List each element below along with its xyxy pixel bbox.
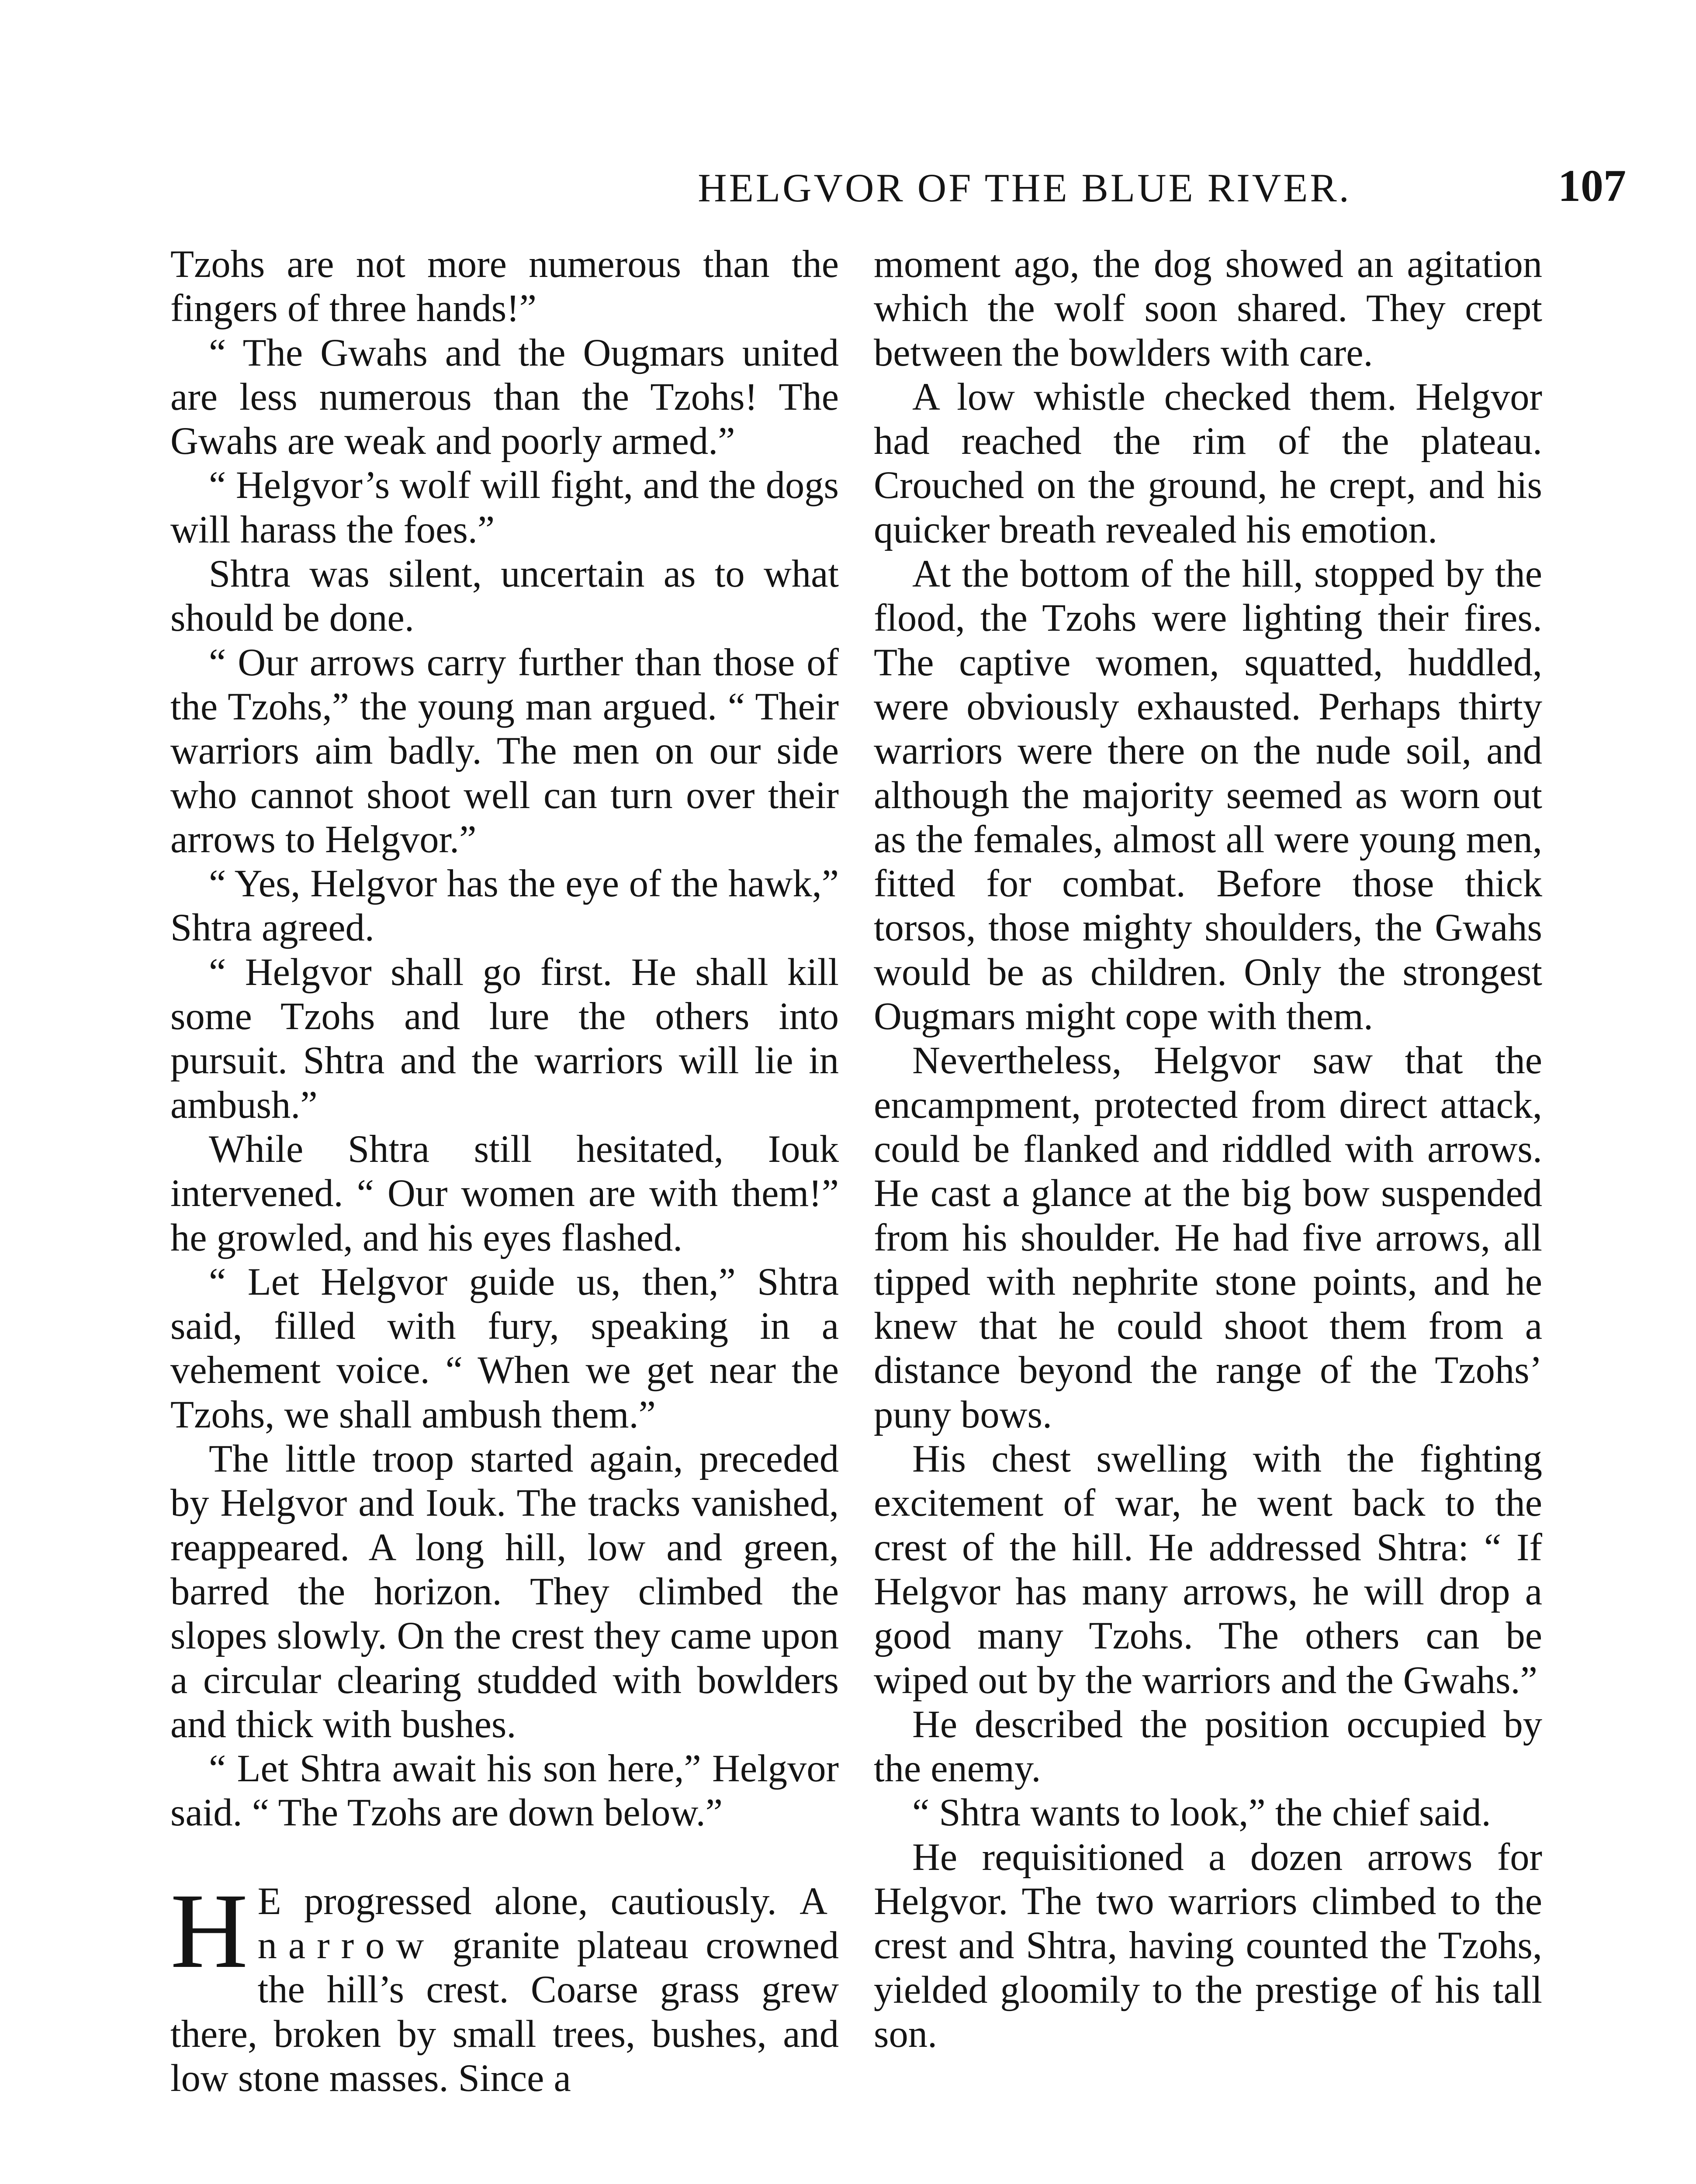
paragraph: “ Let Helgvor guide us, then,” Shtra said, filled with fury, speaking in a vehement voice. “ When we get near the Tzohs, we shall ambush them.” bbox=[170, 1260, 839, 1436]
paragraph: “ Helgvor’s wolf will fight, and the dogs will harass the foes.” bbox=[170, 464, 839, 551]
paragraph: “ Our arrows carry further than those of the Tzohs,” the young man argued. “ Their warriors aim badly. The men on our side who cannot shoot well can turn over their arrows to Helgvor.” bbox=[170, 641, 839, 861]
paragraph: A low whistle checked them. Helgvor had reached the rim of the plateau. Crouched on the ground, he crept, and his quicker breath revealed his emotion. bbox=[874, 375, 1542, 551]
section-body-text: granite plateau crowned the hill’s crest. Coarse grass grew there, broken by small trees, bushes, and low stone masses. Since a bbox=[170, 1924, 839, 2100]
paragraph: Nevertheless, Helgvor saw that the encampment, protected from direct attack, could be flanked and riddled with arrows. He cast a glance at the big bow suspended from his shoulder. He had five arrows, all tipped with nephrite stone points, and he knew that he could shoot them from a distance beyond the range of the Tzohs’ puny bows. bbox=[874, 1039, 1542, 1436]
paragraph: “ Helgvor shall go first. He shall kill some Tzohs and lure the others into pursuit. Shtra and the warriors will lie in ambush.” bbox=[170, 950, 839, 1127]
section-break bbox=[170, 1835, 839, 1880]
paragraph: While Shtra still hesitated, Iouk intervened. “ Our women are with them!” he growled, and his eyes flashed. bbox=[170, 1127, 839, 1259]
section-lead-text: E progressed alone, cautiously. bbox=[257, 1880, 777, 1923]
paragraph: He requisitioned a dozen arrows for Helgvor. The two warriors climbed to the crest and Shtra, having counted the Tzohs, yielded gloomily to the prestige of his tall son. bbox=[874, 1835, 1542, 2056]
paragraph: The little troop started again, preceded by Helgvor and Iouk. The tracks vanished, reappeared. A long hill, low and green, barred the horizon. They climbed the slopes slowly. On the crest they came upon a circular clearing studded with bowlders and thick with bushes. bbox=[170, 1438, 839, 1746]
paragraph: Shtra was silent, uncertain as to what should be done. bbox=[170, 553, 839, 640]
paragraph: At the bottom of the hill, stopped by the flood, the Tzohs were lighting their fires. The captive women, squatted, huddled, were obviously exhausted. Perhaps thirty warriors were there on the nude soil, and although the majority seemed as worn out as the females, almost all were young men, fitted for combat. Before those thick torsos, those mighty shoulders, the Gwahs would be as children. Only the strongest Ougmars might cope with them. bbox=[874, 553, 1542, 1038]
paragraph: He described the position occupied by the enemy. bbox=[874, 1703, 1542, 1790]
paragraph: “ Yes, Helgvor has the eye of the hawk,” Shtra agreed. bbox=[170, 862, 839, 950]
running-title: HELGVOR OF THE BLUE RIVER. bbox=[698, 166, 1351, 210]
section-opening-paragraph bbox=[170, 1871, 839, 2101]
paragraph: “ Shtra wants to look,” the chief said. bbox=[912, 1791, 1491, 1835]
left-column bbox=[170, 242, 839, 2101]
page-number: 107 bbox=[1558, 161, 1626, 211]
paragraph: “ The Gwahs and the Ougmars united are less numerous than the Tzohs! The Gwahs are weak and poorly armed.” bbox=[170, 331, 839, 463]
letterspaced-words: A narrow bbox=[257, 1880, 839, 1967]
paragraph: moment ago, the dog showed an agitation which the wolf soon shared. They crept between the bowlders with care. bbox=[874, 243, 1542, 374]
drop-cap: H bbox=[170, 1871, 248, 1990]
paragraph: His chest swelling with the fighting excitement of war, he went back to the crest of the hill. He addressed Shtra: “ If Helgvor has many arrows, he will drop a good many Tzohs. The others can be wiped out by the warriors and the Gwahs.” bbox=[874, 1438, 1542, 1702]
paragraph: Tzohs are not more numerous than the fingers of three hands!” bbox=[170, 243, 839, 330]
right-column bbox=[874, 242, 1542, 2056]
paragraph: “ Let Shtra await his son here,” Helgvor said. “ The Tzohs are down below.” bbox=[170, 1747, 839, 1835]
